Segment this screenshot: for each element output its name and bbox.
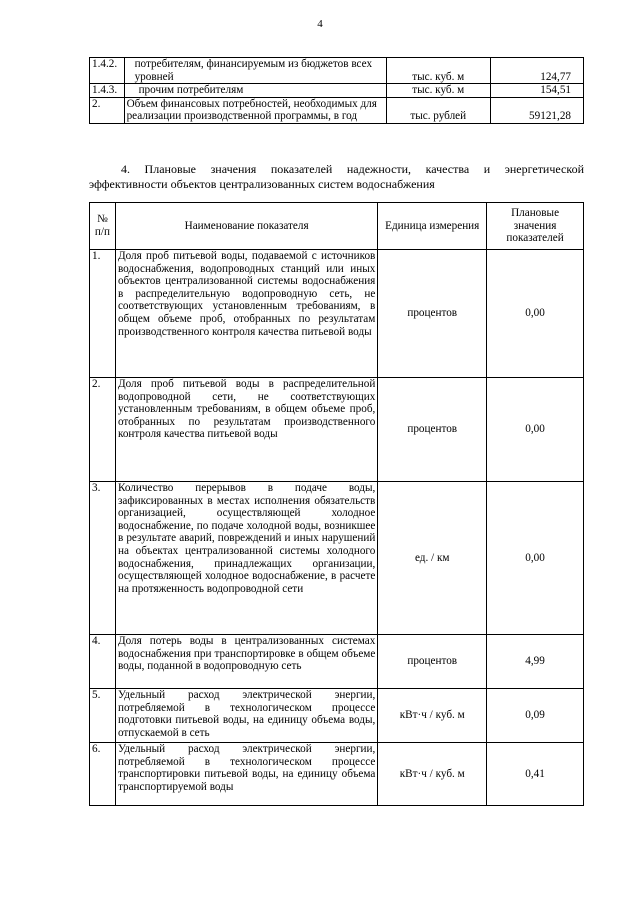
row-unit: процентов (378, 250, 487, 378)
row-name: Количество перерывов в подаче воды, зафиксированных в местах исполнения обязательств организацией, осуществляющей холодное водоснабжение, по подаче холодной воды, возникшее в результате аварий, повреждений и иных нарушений на объектах централизованной системы холодного водоснабжения, принадлежащих организации, осуществляющей холодное водоснабжение, в расчете на протяженность водопроводной сети (115, 482, 377, 635)
table-row (90, 378, 584, 482)
row-value: 0,09 (487, 689, 584, 743)
table-row (90, 689, 584, 743)
row-value: 4,99 (487, 635, 584, 689)
row-number: 5. (90, 689, 116, 743)
row-value: 154,51 (490, 84, 583, 98)
table-row (90, 635, 584, 689)
row-unit: ед. / км (378, 482, 487, 635)
row-number: 4. (90, 635, 116, 689)
row-number: 1.4.3. (90, 84, 125, 98)
row-name: Объем финансовых потребностей, необходимых для реализации производственной программы, в год (124, 97, 386, 123)
row-number: 3. (90, 482, 116, 635)
row-value: 0,00 (487, 250, 584, 378)
row-value: 0,00 (487, 482, 584, 635)
row-number: 1.4.2. (90, 58, 125, 84)
row-number: 6. (90, 743, 116, 806)
row-value: 124,77 (490, 58, 583, 84)
row-value: 59121,28 (490, 97, 583, 123)
continued-table (89, 57, 584, 124)
row-name: Удельный расход электрической энергии, потребляемой в технологическом процессе подготовки питьевой воды, на единицу объема воды, отпускаемой в сеть (115, 689, 377, 743)
header-unit: Единица измерения (378, 203, 487, 250)
row-name: потребителям, финансируемым из бюджетов всех уровней (124, 58, 386, 84)
indicators-table (89, 202, 584, 806)
row-unit: процентов (378, 378, 487, 482)
row-name: Доля проб питьевой воды в распределительной водопроводной сети, не соответствующих установленным требованиям, в общем объеме проб, отобранных по результатам производственного контроля качества питьевой воды (115, 378, 377, 482)
table-row (90, 482, 584, 635)
row-unit: тыс. рублей (386, 97, 490, 123)
page-number: 4 (317, 18, 323, 30)
row-value: 0,41 (487, 743, 584, 806)
header-num: № п/п (90, 203, 116, 250)
row-name: прочим потребителям (124, 84, 386, 98)
table-row (90, 58, 584, 84)
row-number: 1. (90, 250, 116, 378)
row-name: Доля потерь воды в централизованных системах водоснабжения при транспортировке в общем объеме воды, поданной в водопроводную сеть (115, 635, 377, 689)
row-unit: процентов (378, 635, 487, 689)
row-number: 2. (90, 97, 125, 123)
table-row (90, 97, 584, 123)
section-heading: 4. Плановые значения показателей надежности, качества и энергетической эффективности объектов централизованных систем водоснабжения (89, 162, 584, 191)
row-unit: тыс. куб. м (386, 84, 490, 98)
header-value: Плановые значения показателей (487, 203, 584, 250)
row-unit: кВт·ч / куб. м (378, 743, 487, 806)
row-name: Доля проб питьевой воды, подаваемой с источников водоснабжения, водопроводных станций или иных объектов централизованной системы водоснабжения в распределительную водопроводную сеть, не соответствующих установленным требованиям, в общем объеме проб, отобранных по результатам производственного контроля качества питьевой воды (115, 250, 377, 378)
table-row (90, 84, 584, 98)
row-number: 2. (90, 378, 116, 482)
table-row (90, 250, 584, 378)
row-value: 0,00 (487, 378, 584, 482)
table-row (90, 743, 584, 806)
row-name: Удельный расход электрической энергии, потребляемой в технологическом процессе транспортировки питьевой воды, на единицу объема транспортируемой воды (115, 743, 377, 806)
row-unit: кВт·ч / куб. м (378, 689, 487, 743)
table-header-row (90, 203, 584, 250)
header-name: Наименование показателя (115, 203, 377, 250)
row-unit: тыс. куб. м (386, 58, 490, 84)
